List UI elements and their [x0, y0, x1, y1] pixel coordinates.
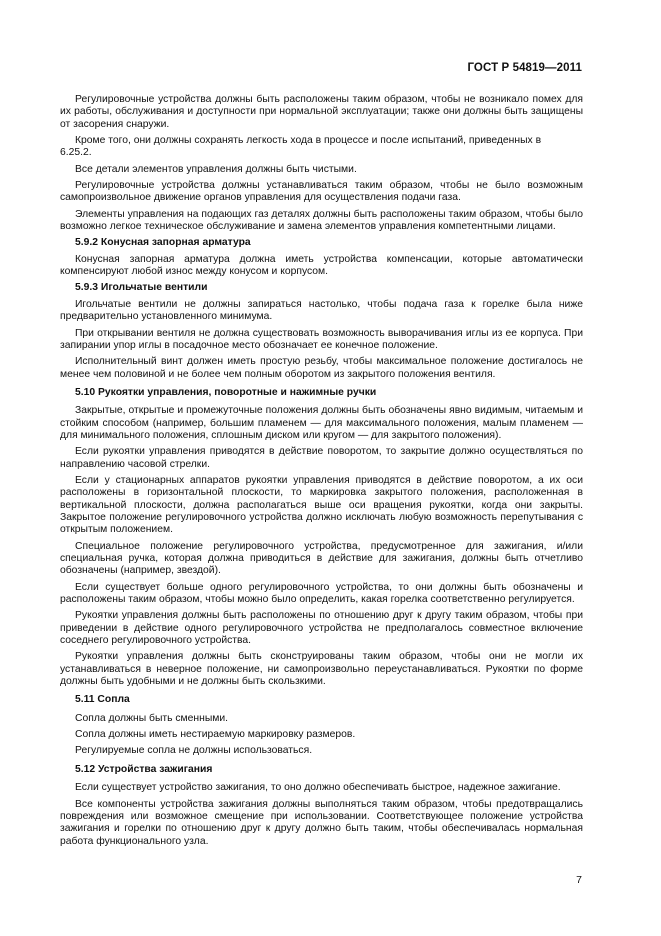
paragraph: Конусная запорная арматура должна иметь устройства компенсации, которые автоматически компенсируют любой износ между конусом и корпусом.: [60, 253, 583, 278]
paragraph: Все детали элементов управления должны быть чистыми.: [75, 163, 357, 175]
document-body: [60, 94, 583, 852]
section-heading-5-9-3: 5.9.3 Игольчатые вентили: [75, 282, 208, 294]
paragraph: Все компоненты устройства зажигания должны выполняться таким образом, чтобы предотвращались повреждения или возможное смещение при использовании. Соответствующее положение устройства зажигания и горелки по отношению друг к другу должно быть таким, чтобы обеспечивалась нормальная работа функционального узла.: [60, 798, 583, 847]
paragraph-continuation: 6.25.2.: [60, 147, 92, 159]
paragraph: Элементы управления на подающих газ деталях должны быть расположены таким образом, чтобы было возможно легкое техническое обслуживание и замена элементов управления компетентными лицами.: [60, 208, 583, 233]
paragraph: Регулируемые сопла не должны использоваться.: [75, 745, 313, 757]
paragraph: Регулировочные устройства должны быть расположены таким образом, чтобы не возникало помех для их работы, обслуживания и доступности при нормальной эксплуатации; также они должны быть защищены от засорения снаружи.: [60, 94, 583, 130]
section-heading-5-11: 5.11 Сопла: [75, 694, 130, 706]
paragraph: Сопла должны иметь нестираемую маркировку размеров.: [75, 729, 356, 741]
paragraph: Закрытые, открытые и промежуточные положения должны быть обозначены явно видимым, читаемым и стойким способом (например, большим пламенем — для максимального положения, малым пламенем — для минимального положения, сплошным диском или кругом — для закрытого положения).: [60, 405, 583, 441]
section-heading-5-10: 5.10 Рукоятки управления, поворотные и нажимные ручки: [75, 386, 377, 398]
paragraph: Специальное положение регулировочного устройства, предусмотренное для зажигания, и/или специальная ручка, которая должна приводиться в действие для зажигания, должны быть отчетливо обозначены (например, звездой).: [60, 540, 583, 577]
paragraph: Исполнительный винт должен иметь простую резьбу, чтобы максимальное положение достигалось не менее чем половиной и не более чем полным оборотом из закрытого положения вентиля.: [60, 356, 583, 380]
paragraph: Сопла должны быть сменными.: [75, 712, 229, 724]
paragraph: Если существует устройство зажигания, то оно должно обеспечивать быстрое, надежное зажигание.: [75, 782, 561, 794]
paragraph: Кроме того, они должны сохранять легкость хода в процессе и после испытаний, приведенных в: [75, 135, 542, 147]
document-code-header: ГОСТ Р 54819—2011: [467, 62, 582, 74]
paragraph: Если у стационарных аппаратов рукоятки управления приводятся в действие поворотом, а их оси расположены в горизонтальной плоскости, то маркировка закрытого положения, расположенная в вертикальной плоскости, должна располагаться выше оси вращения рукоятки, когда они закрыты. Закрытое положение регулировочного устройства должно исключать любую возможность перепутывания с открытым положением.: [60, 474, 583, 536]
section-heading-5-9-2: 5.9.2 Конусная запорная арматура: [75, 237, 251, 249]
paragraph: Рукоятки управления должны быть сконструированы таким образом, чтобы они не могли их устанавливаться в неверное положение, ни самопроизвольно переустанавливаться. Рукоятки по форме должны быть удобными и не должны быть скользкими.: [60, 651, 583, 688]
section-heading-5-12: 5.12 Устройства зажигания: [75, 763, 213, 775]
paragraph: Регулировочные устройства должны устанавливаться таким образом, чтобы не было возможным самопроизвольное движение органов управления для осуществления подачи газа.: [60, 180, 583, 204]
paragraph: Если рукоятки управления приводятся в действие поворотом, то закрытие должно осуществляться по направлению часовой стрелки.: [60, 446, 583, 470]
paragraph: Если существует больше одного регулировочного устройства, то они должны быть обозначены и расположены таким образом, чтобы можно было определить, какая горелка соответственно регулируется.: [60, 581, 583, 606]
paragraph: Игольчатые вентили не должны запираться настолько, чтобы подача газа к горелке была ниже предварительно установленного минимума.: [60, 298, 583, 323]
paragraph: Рукоятки управления должны быть расположены по отношению друг к другу таким образом, чтобы при приведении в действие одного регулировочного устройства не предполагалось совместное включение соседнего регулировочного устройства.: [60, 610, 583, 647]
paragraph: При открывании вентиля не должна существовать возможность выворачивания иглы из ее корпуса. При запирании упор иглы в посадочное место обозначает ее конечное положение.: [60, 327, 583, 351]
page-number: 7: [576, 874, 582, 886]
